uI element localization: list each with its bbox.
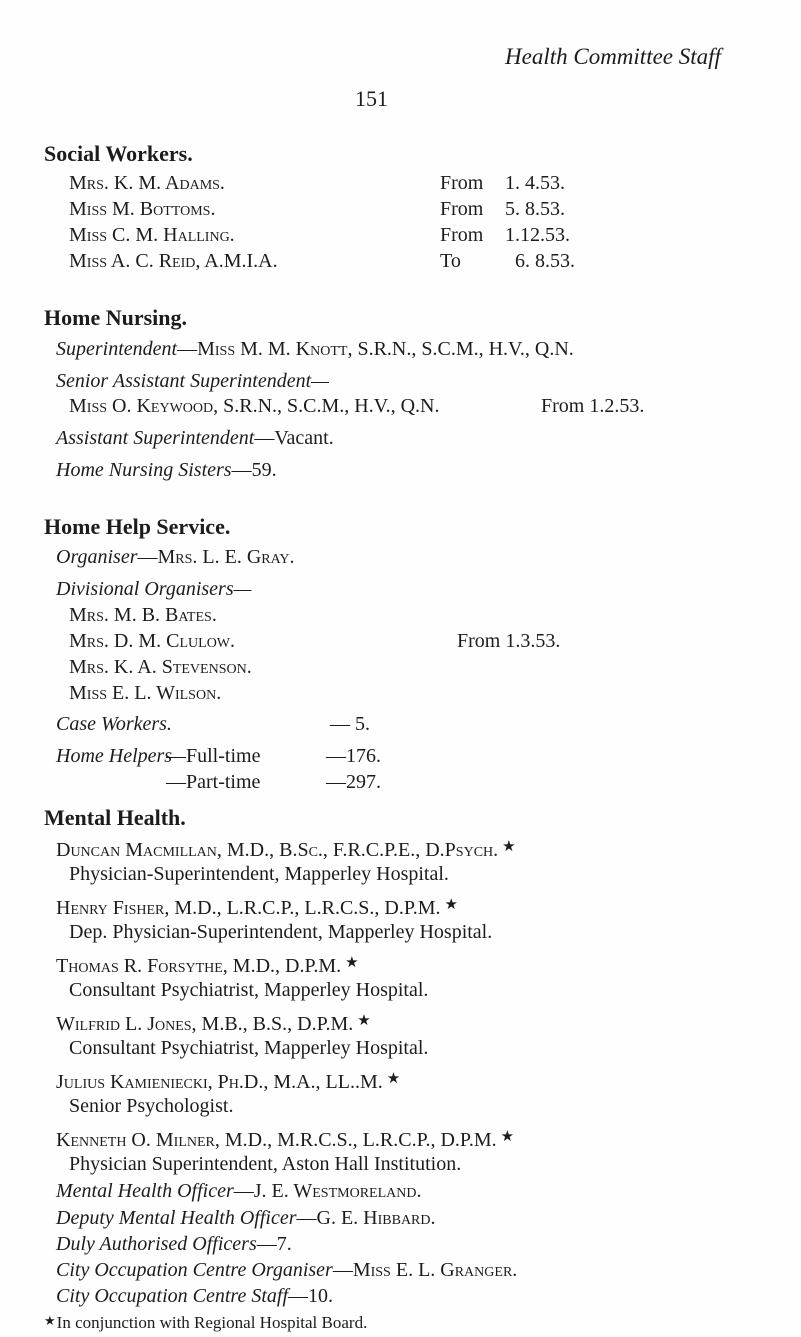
social-worker-date: 1. 4.53.: [505, 172, 565, 194]
organiser-value: —Mrs. L. E. Gray.: [137, 546, 295, 568]
officer-label: Deputy Mental Health Officer: [56, 1207, 297, 1229]
star-icon: ★: [502, 839, 516, 855]
officer-line: [56, 1285, 333, 1308]
staff-role: Senior Psychologist.: [69, 1095, 234, 1117]
star-icon: ★: [444, 897, 458, 913]
section-heading-social-workers: Social Workers.: [44, 141, 193, 166]
senior-assistant-value: Miss O. Keywood, S.R.N., S.C.M., H.V., Q.N.: [69, 395, 440, 417]
divisional-organisers-date: From 1.3.53.: [457, 630, 561, 652]
staff-role: Consultant Psychiatrist, Mapperley Hospital.: [69, 979, 429, 1001]
full-time-value: —176.: [326, 745, 381, 767]
home-nursing-sisters-value: —59.: [231, 459, 277, 481]
staff-role: Dep. Physician-Superintendent, Mapperley Hospital.: [69, 921, 493, 943]
officer-value: —10.: [288, 1285, 334, 1307]
social-worker-prefix: From: [440, 198, 484, 220]
star-icon: ★: [44, 1313, 56, 1328]
social-worker-date: 5. 8.53.: [505, 198, 565, 220]
section-heading-mental-health: Mental Health.: [44, 805, 186, 830]
staff-name: Henry Fisher, M.D., L.R.C.P., L.R.C.S., D.P.M. ★: [56, 897, 458, 919]
star-icon: ★: [345, 955, 359, 971]
staff-name: Wilfrid L. Jones, M.B., B.S., D.P.M. ★: [56, 1013, 371, 1035]
senior-assistant-date: From 1.2.53.: [541, 395, 645, 417]
home-nursing-sisters-label: Home Nursing Sisters: [56, 459, 232, 481]
part-time-value: —297.: [326, 771, 381, 793]
officer-label: City Occupation Centre Staff: [56, 1285, 289, 1307]
star-icon: ★: [357, 1013, 371, 1029]
staff-name: Duncan Macmillan, M.D., B.Sc., F.R.C.P.E., D.Psych. ★: [56, 839, 516, 861]
divisional-organiser: Mrs. D. M. Clulow.: [69, 630, 236, 652]
officer-label: Duly Authorised Officers: [56, 1233, 257, 1255]
staff-role: Consultant Psychiatrist, Mapperley Hospital.: [69, 1037, 429, 1059]
officer-value: —Miss E. L. Granger.: [332, 1259, 518, 1281]
divisional-organiser: Mrs. K. A. Stevenson.: [69, 656, 252, 678]
case-workers-value: — 5.: [330, 713, 370, 735]
star-icon: ★: [500, 1129, 515, 1145]
superintendent-label: Superintendent: [56, 338, 178, 360]
social-worker-date: 6. 8.53.: [515, 250, 575, 272]
section-heading-home-help: Home Help Service.: [44, 514, 231, 539]
full-time-label: —Full-time: [166, 745, 261, 767]
social-worker-prefix: To: [440, 250, 461, 272]
footnote-text: In conjunction with Regional Hospital Board.: [56, 1313, 368, 1332]
divisional-organiser: Mrs. M. B. Bates.: [69, 604, 217, 626]
officer-value: —J. E. Westmoreland.: [233, 1180, 422, 1202]
divisional-organisers-label: Divisional Organisers—: [56, 578, 252, 600]
organiser-label: Organiser: [56, 546, 138, 568]
staff-name: Thomas R. Forsythe, M.D., D.P.M. ★: [56, 955, 359, 977]
assistant-superintendent-label: Assistant Superintendent: [56, 427, 255, 449]
officer-label: Mental Health Officer: [56, 1180, 234, 1202]
part-time-label: —Part-time: [166, 771, 261, 793]
superintendent-value: —Miss M. M. Knott, S.R.N., S.C.M., H.V., Q.N.: [177, 338, 574, 360]
home-helpers-label: Home Helpers: [56, 745, 173, 767]
running-header: Health Committee Staff: [505, 44, 721, 69]
divisional-organiser: Miss E. L. Wilson.: [69, 682, 222, 704]
senior-assistant-label: Senior Assistant Superintendent—: [56, 370, 329, 392]
officer-label: City Occupation Centre Organiser: [56, 1259, 333, 1281]
social-worker-prefix: From: [440, 172, 484, 194]
page-number: 151: [355, 86, 388, 111]
staff-name: Julius Kamieniecki, Ph.D., M.A., LL..M. ★: [56, 1071, 401, 1093]
section-heading-home-nursing: Home Nursing.: [44, 305, 187, 330]
social-worker-prefix: From: [440, 224, 484, 246]
staff-role: Physician-Superintendent, Mapperley Hospital.: [69, 863, 449, 885]
social-worker-date: 1.12.53.: [505, 224, 570, 246]
staff-role: Physician Superintendent, Aston Hall Institution.: [69, 1153, 462, 1175]
officer-value: —7.: [256, 1233, 292, 1255]
social-worker-name: Miss M. Bottoms.: [69, 198, 216, 220]
officer-value: —G. E. Hibbard.: [296, 1207, 436, 1229]
footnote: [44, 1313, 367, 1333]
social-worker-name: Mrs. K. M. Adams.: [69, 172, 225, 194]
star-icon: ★: [386, 1071, 401, 1087]
assistant-superintendent-value: —Vacant.: [254, 427, 334, 449]
case-workers-label: Case Workers.: [56, 713, 172, 735]
staff-name: Kenneth O. Milner, M.D., M.R.C.S., L.R.C.P., D.P.M. ★: [56, 1129, 515, 1151]
social-worker-name: Miss C. M. Halling.: [69, 224, 235, 246]
social-worker-name: Miss A. C. Reid, A.M.I.A.: [69, 250, 278, 272]
